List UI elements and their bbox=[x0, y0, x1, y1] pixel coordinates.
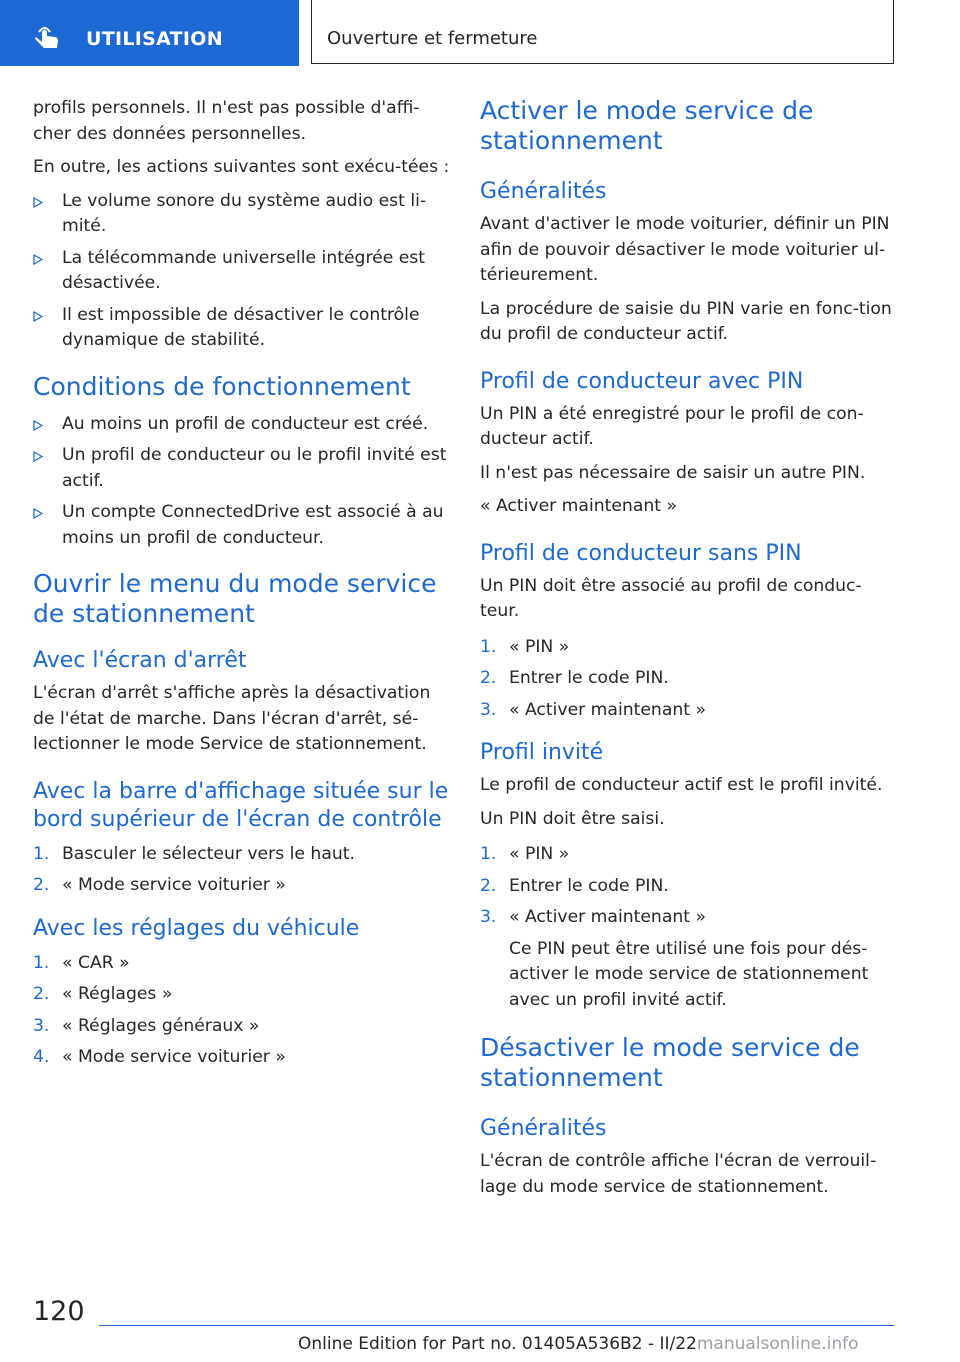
paragraph: Il n'est pas nécessaire de saisir un autre PIN. bbox=[480, 462, 866, 483]
heading-display-bar: Avec la barre d'affichage située sur le bord supérieur de l'écran de contrôle bbox=[33, 778, 449, 832]
triangle-bullet-icon bbox=[33, 508, 43, 519]
step-item: 4. « Mode service voiturier » bbox=[33, 1047, 286, 1067]
heading-stop-screen: Avec l'écran d'arrêt bbox=[33, 648, 247, 673]
paragraph: En outre, les actions suivantes sont exécu-tées : bbox=[33, 157, 450, 177]
list-item: La télécommande universelle intégrée est désactivée. bbox=[33, 246, 453, 297]
step-item: 2. Entrer le code PIN. bbox=[480, 875, 669, 896]
hand-touch-icon bbox=[30, 24, 64, 50]
paragraph: Le profil de conducteur actif est le profil invité. bbox=[480, 775, 883, 795]
guest-note: Ce PIN peut être utilisé une fois pour dés-activer le mode service de stationnement avec un profil invité actif. bbox=[509, 938, 869, 1010]
step-item: 2. Entrer le code PIN. bbox=[480, 668, 669, 688]
heading-with-pin: Profil de conducteur avec PIN bbox=[480, 368, 804, 394]
settings-steps bbox=[33, 951, 453, 1071]
step-item: 1. « PIN » bbox=[480, 844, 570, 864]
list-item: Un compte ConnectedDrive est associé à au moins un profil de conducteur. bbox=[33, 500, 453, 551]
heading-activate: Activer le mode service de stationnement bbox=[480, 96, 814, 155]
list-item: Il est impossible de désactiver le contrôle dynamique de stabilité. bbox=[33, 303, 453, 354]
conditions-list bbox=[33, 412, 453, 552]
step-item: 1. « PIN » bbox=[480, 636, 570, 657]
footer-text bbox=[298, 1333, 859, 1355]
heading-without-pin: Profil de conducteur sans PIN bbox=[480, 540, 802, 566]
paragraph: Un PIN doit être associé au profil de conduc-teur. bbox=[480, 575, 862, 621]
subsection-title: Ouverture et fermeture bbox=[327, 28, 538, 49]
watermark: manualsonline.info bbox=[696, 1334, 859, 1354]
paragraph: La procédure de saisie du PIN varie en fonc-tion du profil de conducteur actif. bbox=[480, 298, 892, 344]
step-item: 3. « Réglages généraux » bbox=[33, 1015, 260, 1036]
bar-steps bbox=[33, 842, 453, 899]
paragraph: L'écran d'arrêt s'affiche après la désactivation de l'état de marche. Dans l'écran d'arrêt, sé-lectionner le mode Service de stationnement. bbox=[33, 683, 431, 754]
triangle-bullet-icon bbox=[33, 311, 43, 322]
paragraph: « Activer maintenant » bbox=[480, 496, 677, 516]
list-item: Au moins un profil de conducteur est créé. bbox=[33, 412, 453, 438]
right-column bbox=[480, 96, 900, 1200]
footer-rule bbox=[99, 1325, 894, 1326]
guest-steps bbox=[480, 842, 900, 931]
paragraph: Un PIN doit être saisi. bbox=[480, 808, 665, 829]
heading-vehicle-settings: Avec les réglages du véhicule bbox=[33, 915, 360, 941]
heading-general-2: Généralités bbox=[480, 1116, 607, 1141]
without-pin-steps bbox=[480, 635, 900, 724]
triangle-bullet-icon bbox=[33, 420, 43, 431]
heading-conditions: Conditions de fonctionnement bbox=[33, 371, 411, 401]
heading-general: Généralités bbox=[480, 179, 607, 204]
page-number: 120 bbox=[33, 1296, 85, 1327]
left-column bbox=[33, 96, 453, 1077]
section-title: UTILISATION bbox=[86, 28, 223, 50]
list-item: Un profil de conducteur ou le profil invité est actif. bbox=[33, 443, 453, 494]
step-item: 3. « Activer maintenant » bbox=[480, 907, 706, 927]
heading-deactivate: Désactiver le mode service de stationnement bbox=[480, 1033, 860, 1092]
triangle-bullet-icon bbox=[33, 254, 43, 265]
triangle-bullet-icon bbox=[33, 197, 43, 208]
step-item: 2. « Réglages » bbox=[33, 984, 173, 1004]
edition-text: Online Edition for Part no. 01405A536B2 - II/22 bbox=[298, 1334, 697, 1354]
section-tab bbox=[0, 0, 299, 66]
heading-guest: Profil invité bbox=[480, 740, 604, 765]
paragraph: L'écran de contrôle affiche l'écran de verrouil-lage du mode service de stationnement. bbox=[480, 1151, 877, 1197]
subsection-box bbox=[311, 0, 894, 64]
step-item: 1. « CAR » bbox=[33, 952, 130, 973]
list-item: Le volume sonore du système audio est li-mité. bbox=[33, 189, 453, 240]
heading-open-menu: Ouvrir le menu du mode service de stationnement bbox=[33, 569, 437, 628]
actions-list bbox=[33, 189, 453, 354]
step-item: 2. « Mode service voiturier » bbox=[33, 875, 286, 895]
paragraph: profils personnels. Il n'est pas possible d'affi-cher des données personnelles. bbox=[33, 98, 420, 144]
paragraph: Un PIN a été enregistré pour le profil de con-ducteur actif. bbox=[480, 403, 864, 449]
step-item: 3. « Activer maintenant » bbox=[480, 699, 706, 720]
triangle-bullet-icon bbox=[33, 451, 43, 462]
step-item: 1. Basculer le sélecteur vers le haut. bbox=[33, 843, 355, 864]
paragraph: Avant d'activer le mode voiturier, définir un PIN afin de pouvoir désactiver le mode voiturier ul-térieurement. bbox=[480, 214, 890, 285]
